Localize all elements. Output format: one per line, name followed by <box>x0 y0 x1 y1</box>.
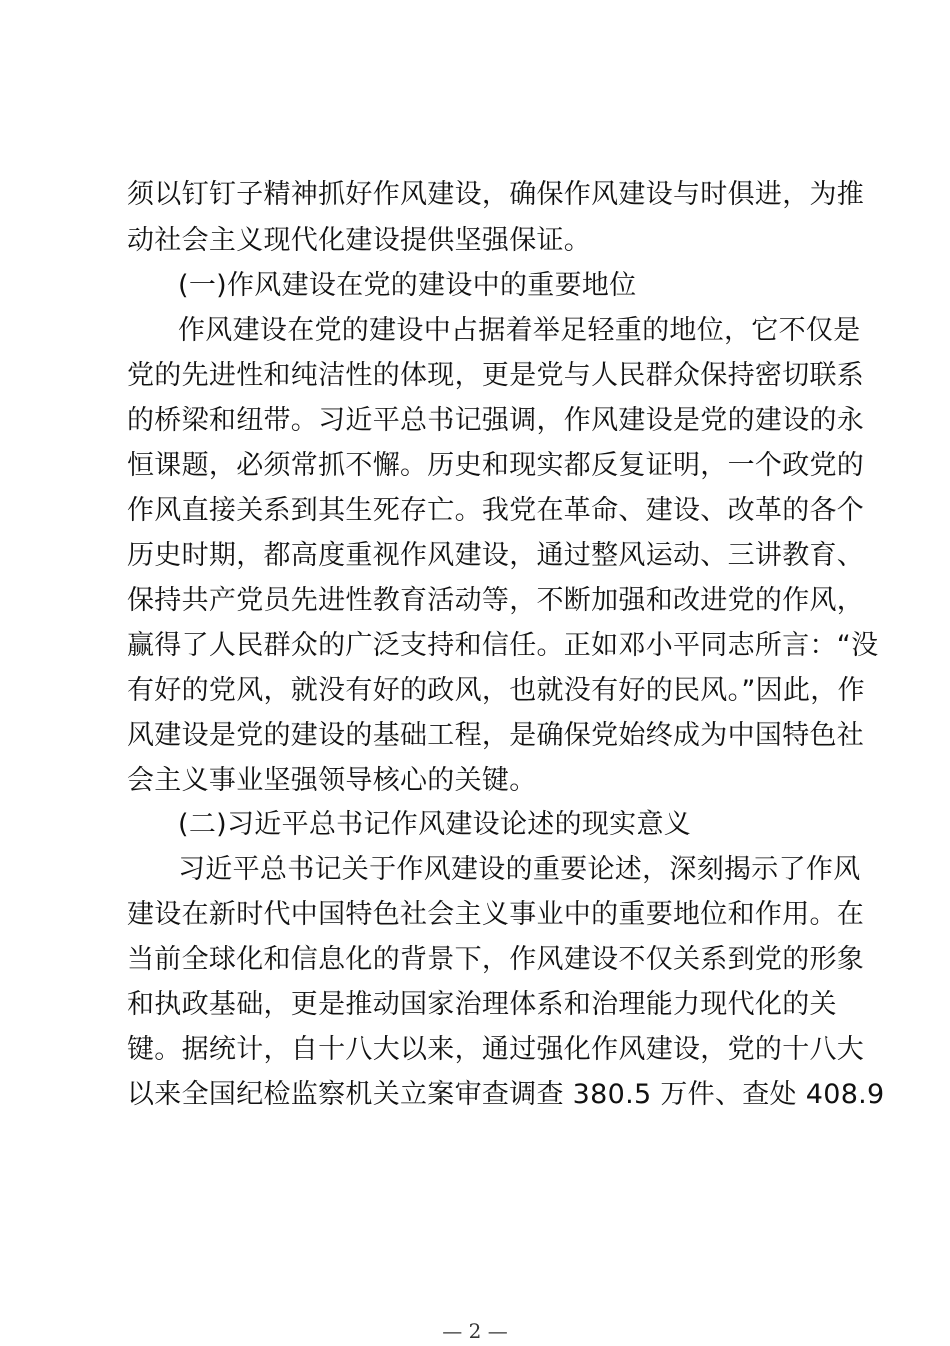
body-text-line: 习近平总书记关于作风建设的重要论述，深刻揭示了作风 <box>178 854 861 885</box>
body-text-line: 作风直接关系到其生死存亡。我党在革命、建设、改革的各个 <box>127 495 865 526</box>
body-text-line: 会主义事业坚强领导核心的关键。 <box>127 765 537 796</box>
body-text-line: 保持共产党员先进性教育活动等，不断加强和改进党的作风， <box>127 585 865 616</box>
body-text-line: 和执政基础，更是推动国家治理体系和治理能力现代化的关 <box>127 989 837 1020</box>
body-text-line: 以来全国纪检监察机关立案审查调查 380.5 万件、查处 408.9 <box>127 1079 885 1110</box>
body-text-line: 键。据统计，自十八大以来，通过强化作风建设，党的十八大 <box>127 1034 865 1065</box>
body-text-line: 须以钉钉子精神抓好作风建设，确保作风建设与时俱进，为推 <box>127 179 865 210</box>
page-number: — 2 — <box>442 1319 508 1343</box>
body-text-line: 动社会主义现代化建设提供坚强保证。 <box>127 225 592 256</box>
body-text-line: 有好的党风，就没有好的政风，也就没有好的民风。”因此，作 <box>127 675 865 706</box>
body-text-line: 赢得了人民群众的广泛支持和信任。正如邓小平同志所言：“没 <box>127 630 879 661</box>
body-text-line: 风建设是党的建设的基础工程，是确保党始终成为中国特色社 <box>127 720 865 751</box>
body-text-line: 作风建设在党的建设中占据着举足轻重的地位，它不仅是 <box>178 315 861 346</box>
section-heading: (二)习近平总书记作风建设论述的现实意义 <box>178 809 692 840</box>
body-text-line: 党的先进性和纯洁性的体现，更是党与人民群众保持密切联系 <box>127 360 865 391</box>
body-text-line: 当前全球化和信息化的背景下，作风建设不仅关系到党的形象 <box>127 944 865 975</box>
body-text-line: 历史时期，都高度重视作风建设，通过整风运动、三讲教育、 <box>127 540 865 571</box>
body-text-line: 恒课题，必须常抓不懈。历史和现实都反复证明，一个政党的 <box>127 450 865 481</box>
body-text-line: 的桥梁和纽带。习近平总书记强调，作风建设是党的建设的永 <box>127 405 865 436</box>
section-heading: (一)作风建设在党的建设中的重要地位 <box>178 270 637 301</box>
body-text-line: 建设在新时代中国特色社会主义事业中的重要地位和作用。在 <box>127 899 865 930</box>
